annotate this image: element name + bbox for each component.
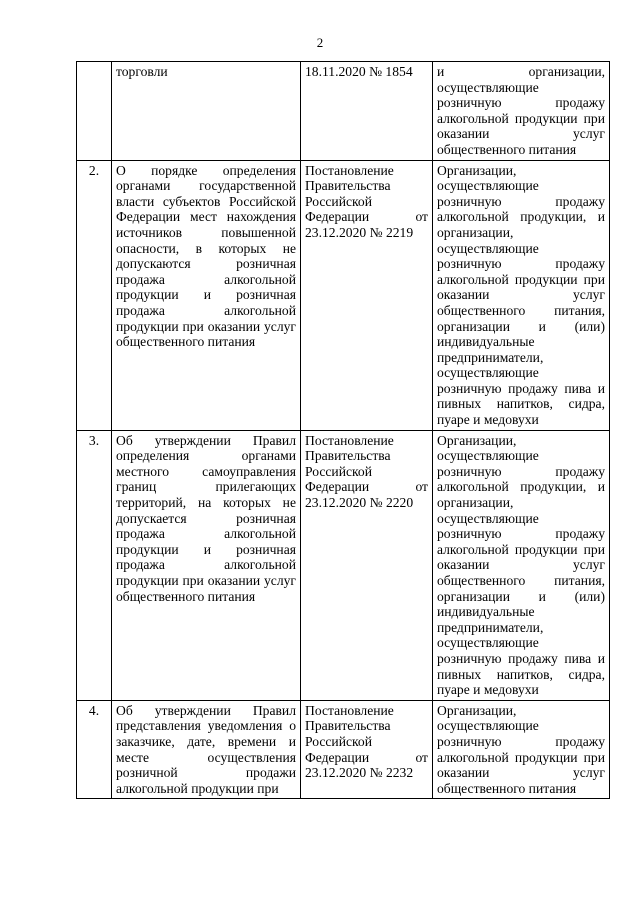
table-row — [77, 430, 610, 700]
row-subject: торговли — [112, 62, 301, 161]
row-affected-persons: Организации, осуществляющие розничную продажу алкогольной продукции при оказании услуг общественного питания — [433, 700, 610, 799]
row-legal-act: Постановление Правительства Российской Федерации от 23.12.2020 № 2232 — [301, 700, 433, 799]
row-subject: Об утверждении Правил определения органами местного самоуправления границ прилегающих территорий, на которых не допускается розничная продажа алкогольной продукции и розничная продажа алкогольной продукции при оказании услуг общественного питания — [112, 430, 301, 700]
page-number: 2 — [316, 35, 324, 50]
table-row — [77, 700, 610, 799]
row-legal-act: Постановление Правительства Российской Федерации от 23.12.2020 № 2219 — [301, 160, 433, 430]
row-number: 3. — [77, 430, 112, 700]
table-row — [77, 160, 610, 430]
row-affected-persons: Организации, осуществляющие розничную продажу алкогольной продукции, и организации, осуществляющие розничную продажу алкогольной продукции при оказании услуг общественного питания, организации и (или) индивидуальные предприниматели, осуществляющие розничную продажу пива и пивных напитков, сидра, пуаре и медовухи — [433, 160, 610, 430]
table-row — [77, 62, 610, 161]
row-number: 2. — [77, 160, 112, 430]
regulations-table — [76, 61, 610, 799]
row-affected-persons: Организации, осуществляющие розничную продажу алкогольной продукции, и организации, осуществляющие розничную продажу алкогольной продукции при оказании услуг общественного питания, организации и (или) индивидуальные предприниматели, осуществляющие розничную продажу пива и пивных напитков, сидра, пуаре и медовухи — [433, 430, 610, 700]
row-legal-act: Постановление Правительства Российской Федерации от 23.12.2020 № 2220 — [301, 430, 433, 700]
row-legal-act: 18.11.2020 № 1854 — [301, 62, 433, 161]
row-number: 4. — [77, 700, 112, 799]
row-subject: О порядке определения органами государственной власти субъектов Российской Федерации мест нахождения источников повышенной опасности, в которых не допускаются розничная продажа алкогольной продукции и розничная продажа алкогольной продукции при оказании услуг общественного питания — [112, 160, 301, 430]
row-affected-persons: и организации, осуществляющие розничную продажу алкогольной продукции при оказании услуг общественного питания — [433, 62, 610, 161]
row-subject: Об утверждении Правил представления уведомления о заказчике, дате, времени и месте осуществления розничной продажи алкогольной продукции при — [112, 700, 301, 799]
row-number — [77, 62, 112, 161]
